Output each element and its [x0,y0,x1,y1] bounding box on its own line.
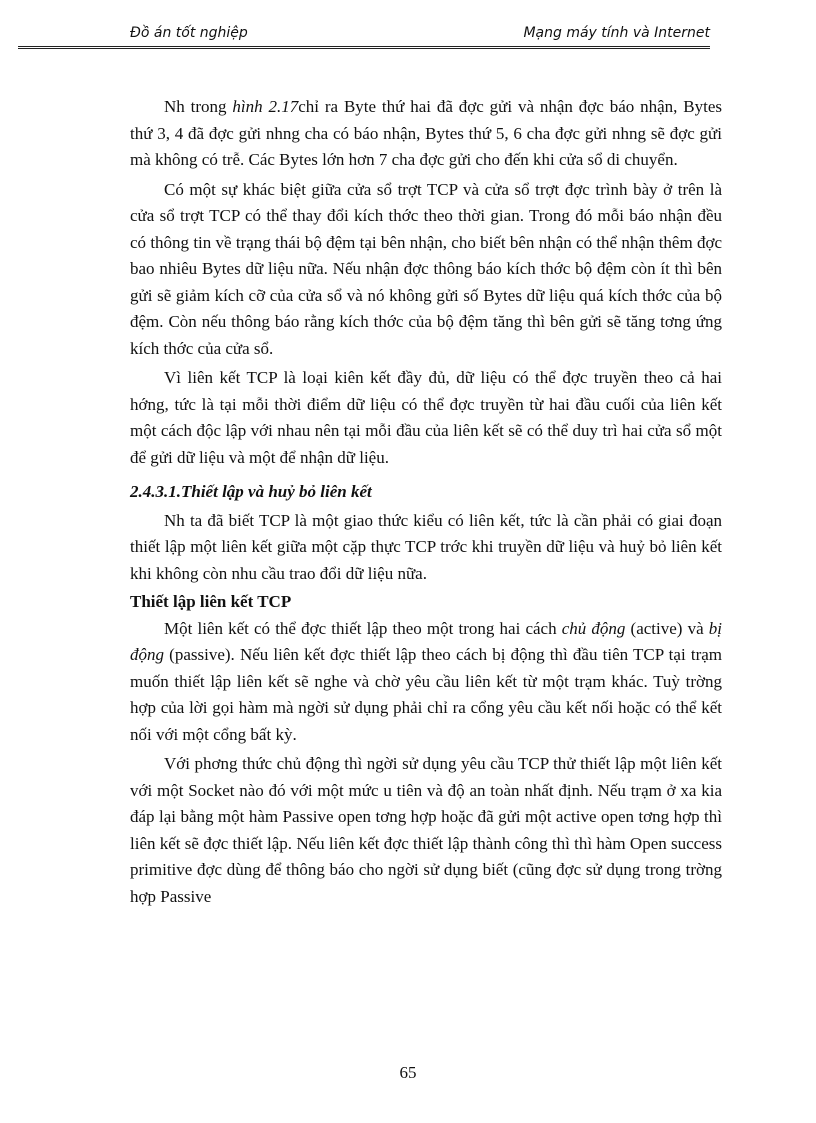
section-heading: 2.4.3.1.Thiết lập và huỷ bỏ liên kết [130,482,372,501]
header-left-title: Đồ án tốt nghiệp [130,25,248,41]
term-active: chủ động [561,618,626,638]
paragraph-5-text-a: Một liên kết có thể đợc thiết lập theo một trong hai cách [164,618,562,638]
paragraph-1 [130,94,722,174]
paragraph-1-text-a: Nh trong [164,97,233,116]
paragraph-5-text-c: (active) và [625,618,709,638]
term-passive: bị động [130,618,723,664]
paragraph-4: Nh ta đã biết TCP là một giao thức kiểu có liên kết, tức là cần phải có giai đoạn thiết lập một liên kết giữa một cặp thực TCP trớc khi truyền dữ liệu và huỷ bỏ liên kết khi không còn nhu cầu trao đổi dữ liệu nữa. [130,510,722,583]
paragraph-3: Vì liên kết TCP là loại kiên kết đầy đủ, dữ liệu có thể đợc truyền theo cả hai hớng, tức là tại mỗi thời điểm dữ liệu có thể đợc truyền từ hai đầu cuối của liên kết một cách độc lập với nhau nên tại mỗi đầu của liên kết sẽ có thể duy trì hai cửa sổ một để gửi dữ liệu và một để nhận dữ liệu. [130,368,722,467]
paragraph-5 [130,616,722,749]
paragraph-5-text-e: (passive). Nếu liên kết đợc thiết lập theo cách bị động thì đầu tiên TCP tại trạm muốn thiết lập liên kết sẽ nghe và chờ yêu cầu liên kết từ một trạm khác. Tuỳ trờng hợp của lời gọi hàm mà ngời sử dụng phải chỉ ra cổng yêu cầu kết nối hoặc có thể kết nối với một cổng bất kỳ. [130,645,722,744]
subsection-heading: Thiết lập liên kết TCP [130,592,292,611]
paragraph-1-text-c: chỉ ra Byte thứ hai đã đợc gửi và nhận đợc báo nhận, Bytes thứ 3, 4 đã đợc gửi nhng cha có báo nhận, Bytes thứ 5, 6 cha đợc gửi nhng sẽ đợc gửi mà không có trễ. Các Bytes lớn hơn 7 cha đợc gửi cho đến khi cửa sổ di chuyển. [130,97,722,169]
paragraph-2: Có một sự khác biệt giữa cửa sổ trợt TCP và cửa sổ trợt đợc trình bày ở trên là cửa sổ trợt TCP có thể thay đổi kích thớc theo thời gian. Trong đó mỗi báo nhận đều có thông tin về trạng thái bộ đệm tại bên nhận, cho biết bên nhận có thể nhận thêm đợc bao nhiêu Bytes dữ liệu nữa. Nếu nhận đợc thông báo kích thớc bộ đệm còn ít thì bên gửi sẽ giảm kích cỡ của cửa sổ và nó không gửi số Bytes dữ liệu quá kích thớc của bộ đệm. Còn nếu thông báo rằng kích thớc của bộ đệm tăng thì bên gửi sẽ tăng tơng ứng kích thớc của cửa sổ. [130,179,722,358]
page-header [18,12,710,49]
figure-reference: hình 2.17 [232,97,299,116]
document-body [130,94,722,910]
paragraph-6: Với phơng thức chủ động thì ngời sử dụng yêu cầu TCP thử thiết lập một liên kết với một Socket nào đó với một mức u tiên và độ an toàn nhất định. Nếu trạm ở xa kia đáp lại bằng một hàm Passive open tơng hợp hoặc đã gửi một active open tơng hợp thì liên kết sẽ đợc thiết lập. Nếu liên kết đợc thiết lập thành công thì thì hàm Open success primitive đợc dùng để thông báo cho ngời sử dụng biết (cũng đợc sử dụng trong trờng hợp Passive [130,754,722,906]
header-right-title: Mạng máy tính và Internet [523,25,710,41]
page-number: 65 [399,1063,417,1082]
